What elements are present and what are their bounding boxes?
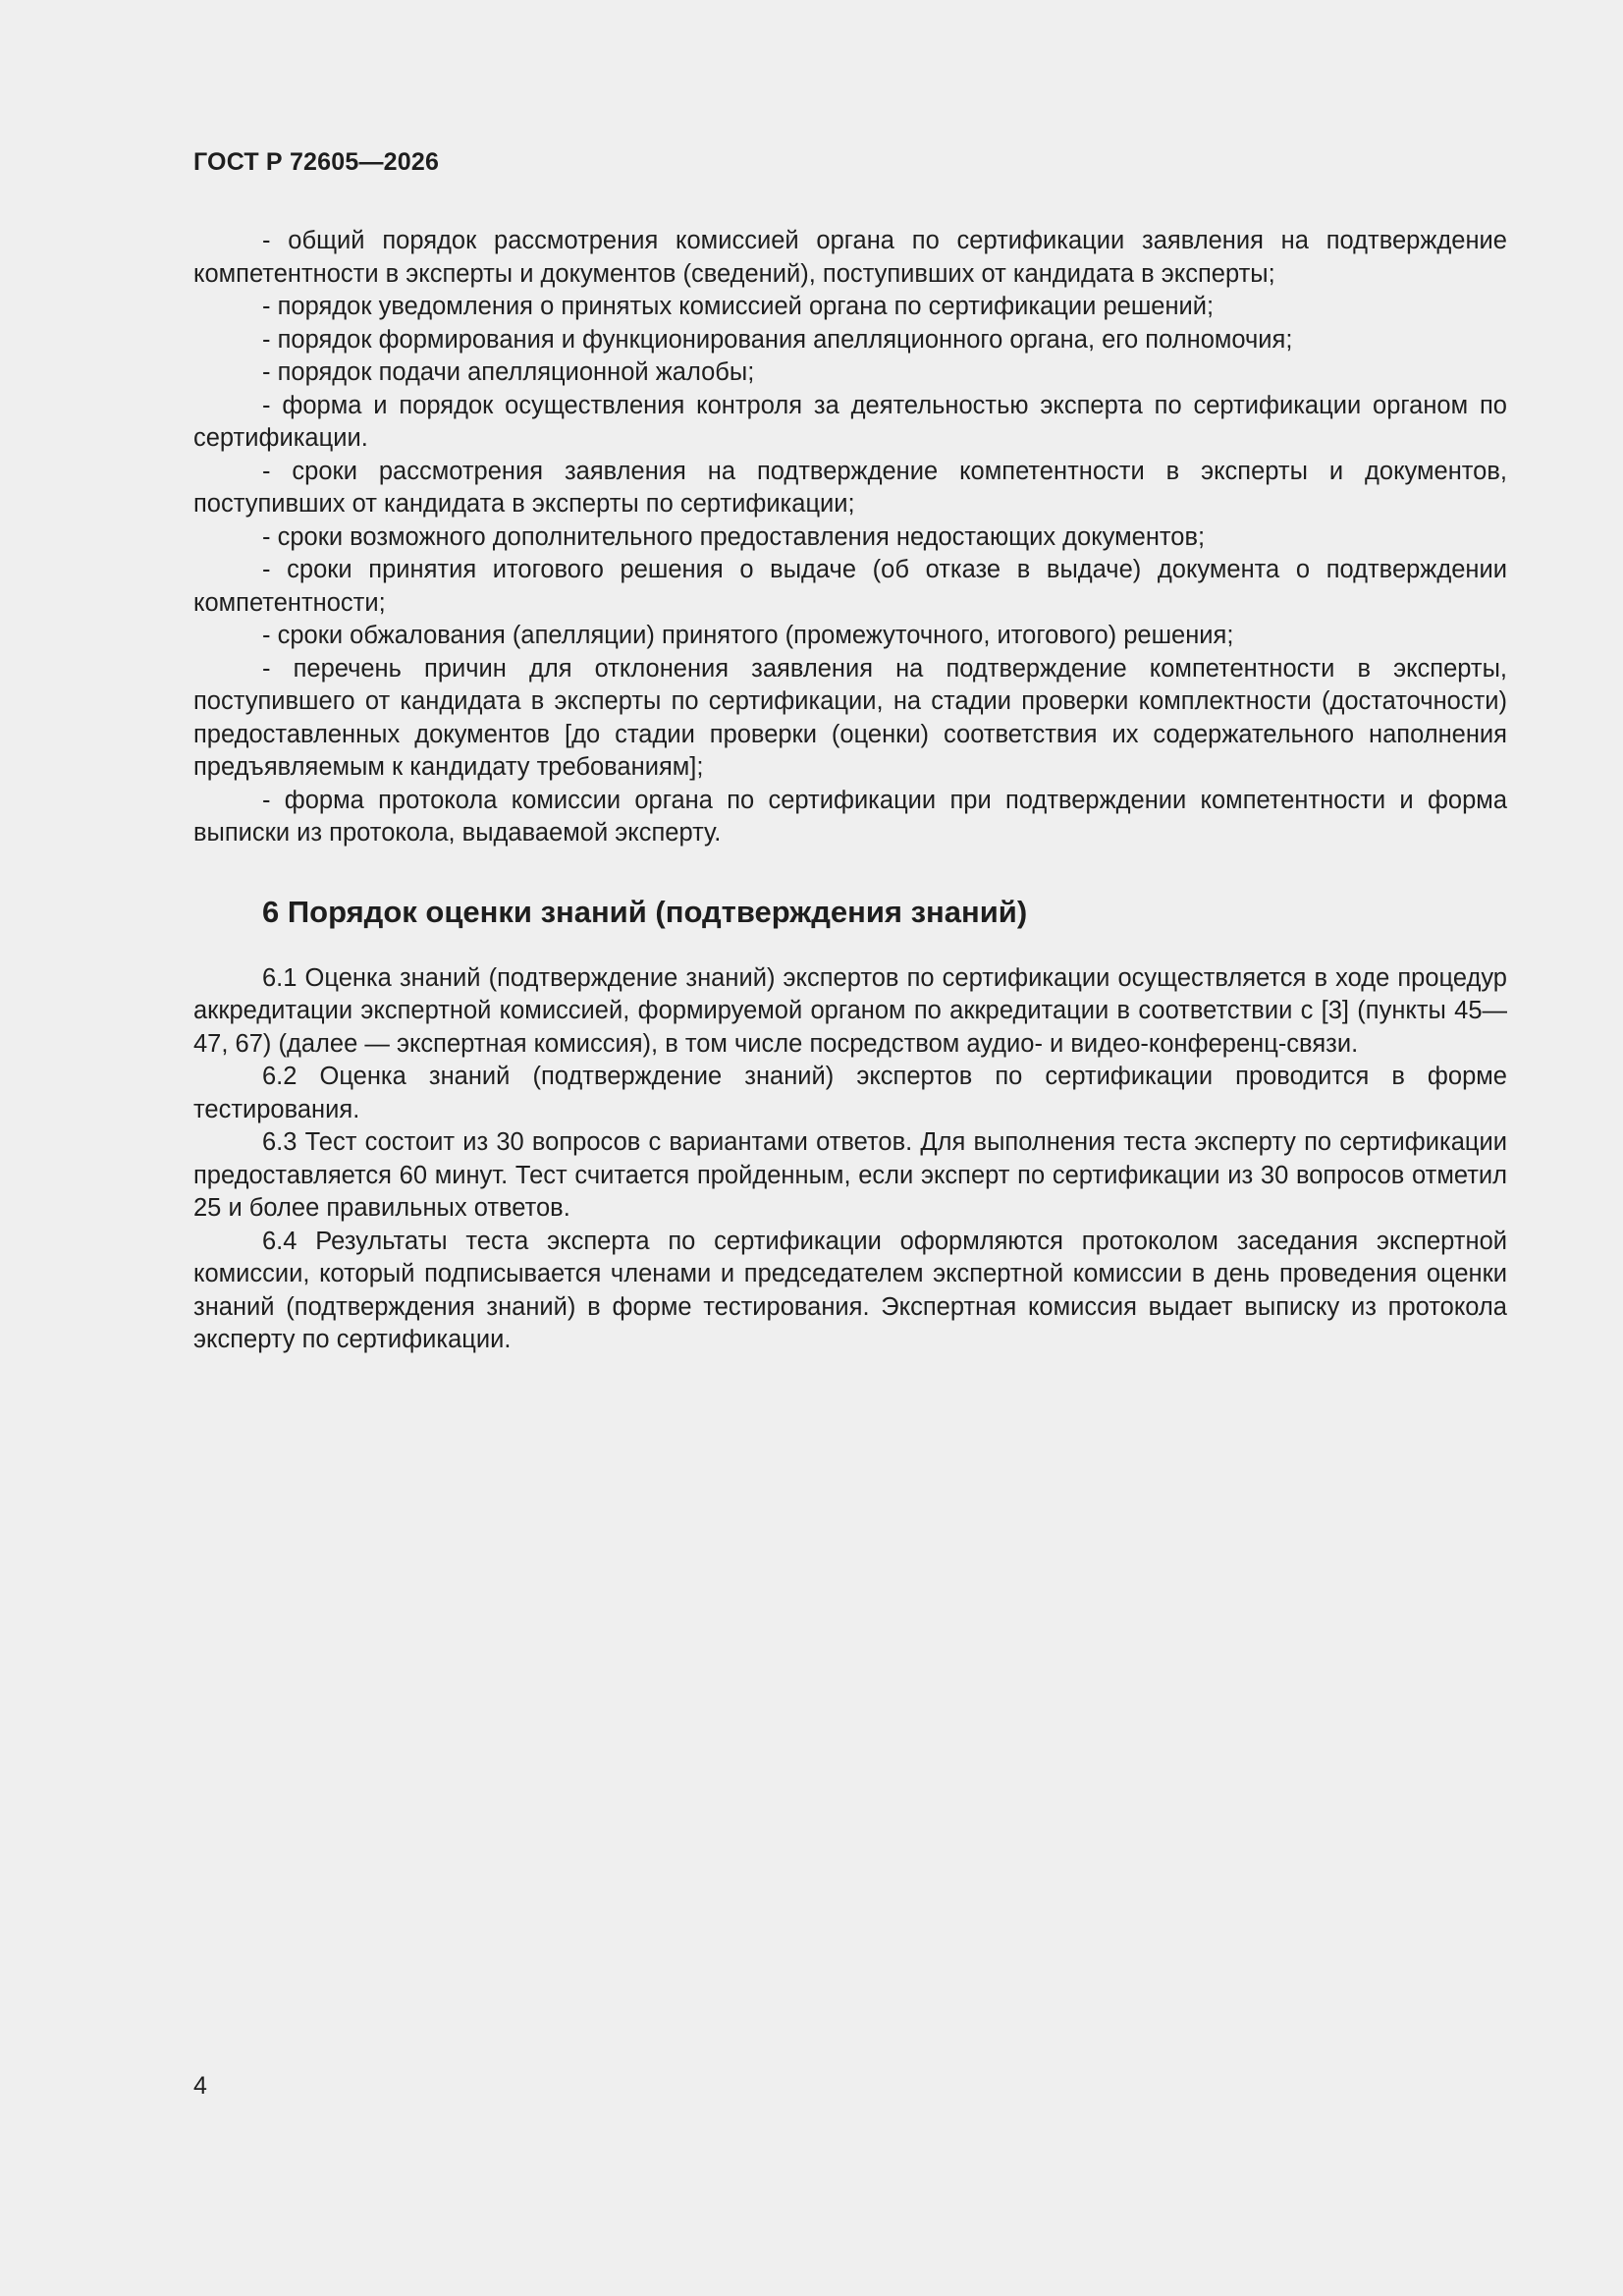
document-body: [193, 225, 1507, 1357]
list-item: - порядок формирования и функционирования апелляционного органа, его полномочия;: [262, 325, 1293, 354]
list-item: - общий порядок рассмотрения комиссией органа по сертификации заявления на подтверждение компетентности в эксперты и документов (сведений), поступивших от кандидата в эксперты;: [193, 227, 1507, 288]
standard-header: ГОСТ Р 72605—2026: [193, 148, 440, 176]
list-item: - сроки рассмотрения заявления на подтверждение компетентности в эксперты и документов, поступивших от кандидата в эксперты по сертификации;: [193, 457, 1507, 518]
list-item: - форма протокола комиссии органа по сертификации при подтверждении компетентности и форма выписки из протокола, выдаваемой эксперту.: [193, 786, 1507, 847]
list-item: - форма и порядок осуществления контроля за деятельностью эксперта по сертификации органом по сертификации.: [193, 391, 1507, 452]
section-paragraph: 6.3 Тест состоит из 30 вопросов с вариантами ответов. Для выполнения теста эксперту по сертификации предоставляется 60 минут. Тест считается пройденным, если эксперт по сертификации из 30 вопросов отметил 25 и более правильных ответов.: [193, 1128, 1507, 1222]
section-paragraph: 6.4 Результаты теста эксперта по сертификации оформляются протоколом заседания экспертной комиссии, который подписывается членами и председателем экспертной комиссии в день проведения оценки знаний (подтверждения знаний) в форме тестирования. Экспертная комиссия выдает выписку из протокола эксперту по сертификации.: [193, 1227, 1507, 1353]
list-item: - сроки возможного дополнительного предоставления недостающих документов;: [262, 522, 1206, 551]
section-title: 6 Порядок оценки знаний (подтверждения знаний): [262, 894, 1028, 929]
section-paragraph: 6.2 Оценка знаний (подтверждение знаний) экспертов по сертификации проводится в форме тестирования.: [193, 1063, 1507, 1123]
list-item: - перечень причин для отклонения заявления на подтверждение компетентности в эксперты, поступившего от кандидата в эксперты по сертификации, на стадии проверки комплектности (достаточности) предоставленных документов [до стадии проверки (оценки) соответствия их содержательного наполнения предъявляемым к кандидату требованиям];: [193, 654, 1507, 781]
page-number: 4: [193, 2072, 207, 2100]
list-item: - порядок подачи апелляционной жалобы;: [262, 358, 755, 386]
section-paragraph: 6.1 Оценка знаний (подтверждение знаний) экспертов по сертификации осуществляется в ходе процедур аккредитации экспертной комиссией, формируемой органом по аккредитации в соответствии с [3] (пункты 45—47, 67) (далее — экспертная комиссия), в том числе посредством аудио- и видео-конференц-связи.: [193, 963, 1507, 1058]
list-item: - сроки обжалования (апелляции) принятого (промежуточного, итогового) решения;: [262, 622, 1234, 649]
list-item: - порядок уведомления о принятых комиссией органа по сертификации решений;: [262, 293, 1215, 320]
list-item: - сроки принятия итогового решения о выдаче (об отказе в выдаче) документа о подтверждении компетентности;: [193, 556, 1507, 617]
